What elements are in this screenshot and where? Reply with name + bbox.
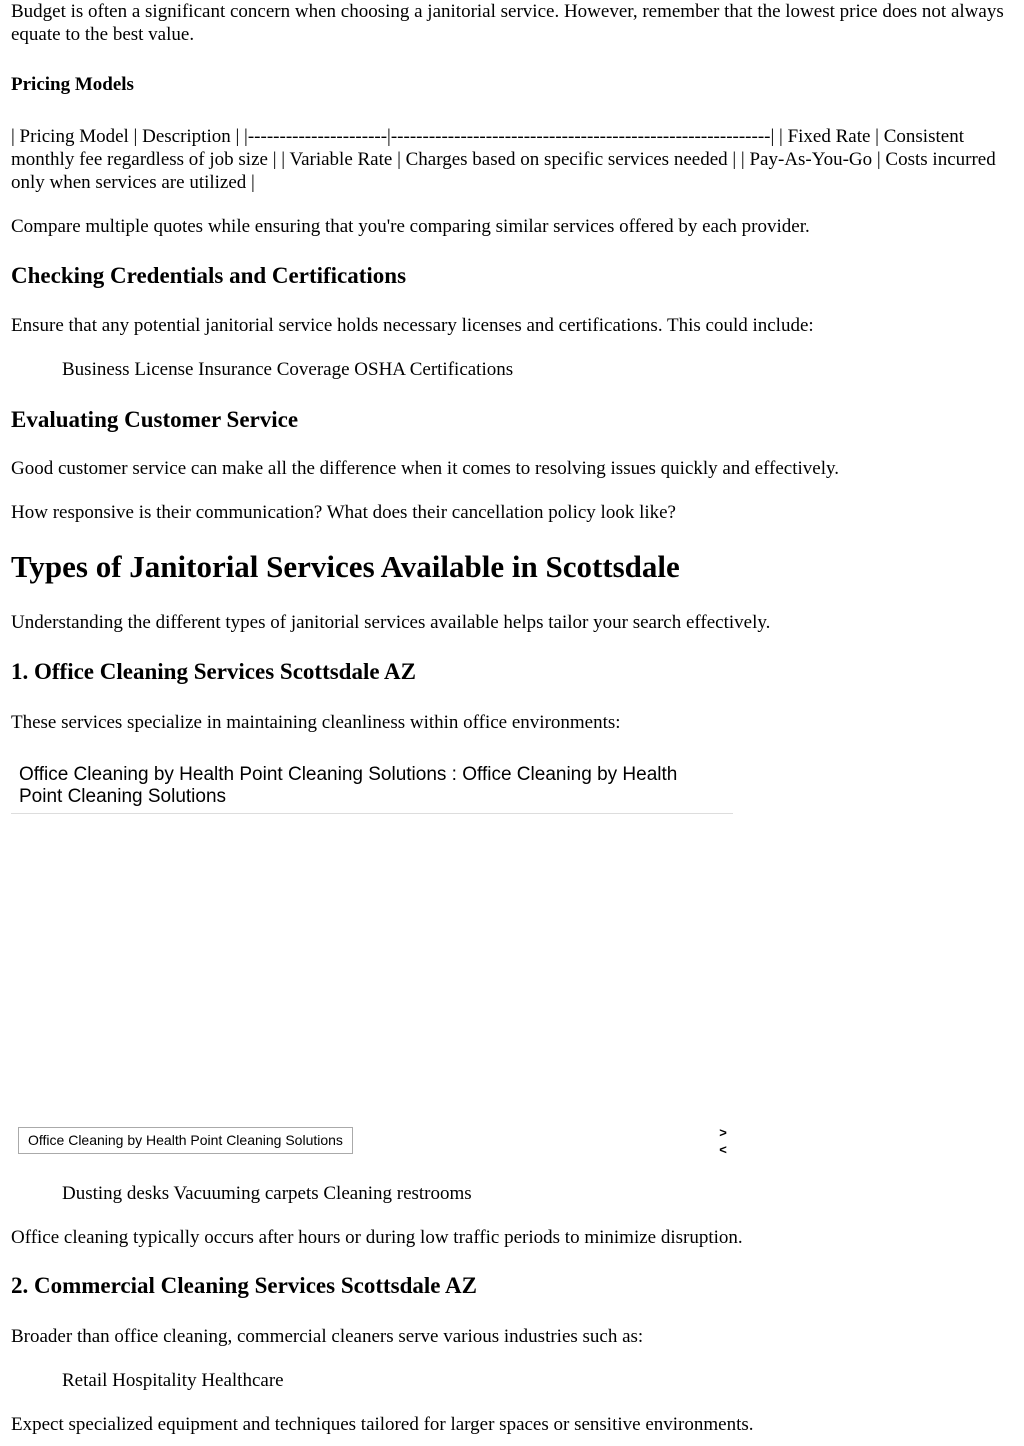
pricing-models-heading: Pricing Models (11, 74, 134, 95)
embed-slide-tab[interactable]: Office Cleaning by Health Point Cleaning Solutions (18, 1127, 353, 1154)
types-heading: Types of Janitorial Services Available in Scottsdale (11, 549, 680, 584)
compare-paragraph: Compare multiple quotes while ensuring that you're comparing similar services offered by each provider. (11, 216, 810, 237)
customer-service-paragraph-1: Good customer service can make all the difference when it comes to resolving issues quickly and effectively. (11, 458, 839, 479)
pricing-table-text: | Pricing Model | Description | |----------------------|------------------------------------------------------------| | Fixed Rate | Consistent monthly fee regardless of job size | | Variable Rate | Charges based on specific services needed | | Pay-As-You-Go | Costs incurred only when services are utilized | (11, 126, 996, 193)
commercial-cleaning-note: Expect specialized equipment and techniques tailored for larger spaces or sensitive environments. (11, 1414, 754, 1435)
types-intro-paragraph: Understanding the different types of janitorial services available helps tailor your search effectively. (11, 612, 771, 633)
next-slide-button[interactable]: > (719, 1125, 727, 1140)
office-cleaning-heading: 1. Office Cleaning Services Scottsdale AZ (11, 659, 417, 684)
credentials-heading: Checking Credentials and Certifications (11, 263, 407, 288)
prev-slide-button[interactable]: < (719, 1142, 727, 1157)
commercial-cleaning-list: Retail Hospitality Healthcare (62, 1370, 284, 1391)
credentials-paragraph: Ensure that any potential janitorial service holds necessary licenses and certifications. This could include: (11, 315, 814, 336)
embedded-slideshow (11, 762, 733, 1162)
intro-paragraph: Budget is often a significant concern when choosing a janitorial service. However, remember that the lowest price does not always equate to the best value. (11, 1, 1004, 45)
office-cleaning-list: Dusting desks Vacuuming carpets Cleaning restrooms (62, 1183, 472, 1204)
embed-title: Office Cleaning by Health Point Cleaning Solutions : Office Cleaning by Health Point Cleaning Solutions (11, 762, 733, 814)
credentials-list: Business License Insurance Coverage OSHA Certifications (62, 359, 514, 380)
customer-service-paragraph-2: How responsive is their communication? What does their cancellation policy look like? (11, 502, 676, 523)
office-cleaning-paragraph: These services specialize in maintaining cleanliness within office environments: (11, 712, 621, 733)
commercial-cleaning-heading: 2. Commercial Cleaning Services Scottsdale AZ (11, 1273, 477, 1298)
customer-service-heading: Evaluating Customer Service (11, 407, 299, 432)
commercial-cleaning-paragraph: Broader than office cleaning, commercial cleaners serve various industries such as: (11, 1326, 644, 1347)
office-cleaning-note: Office cleaning typically occurs after hours or during low traffic periods to minimize disruption. (11, 1227, 743, 1248)
